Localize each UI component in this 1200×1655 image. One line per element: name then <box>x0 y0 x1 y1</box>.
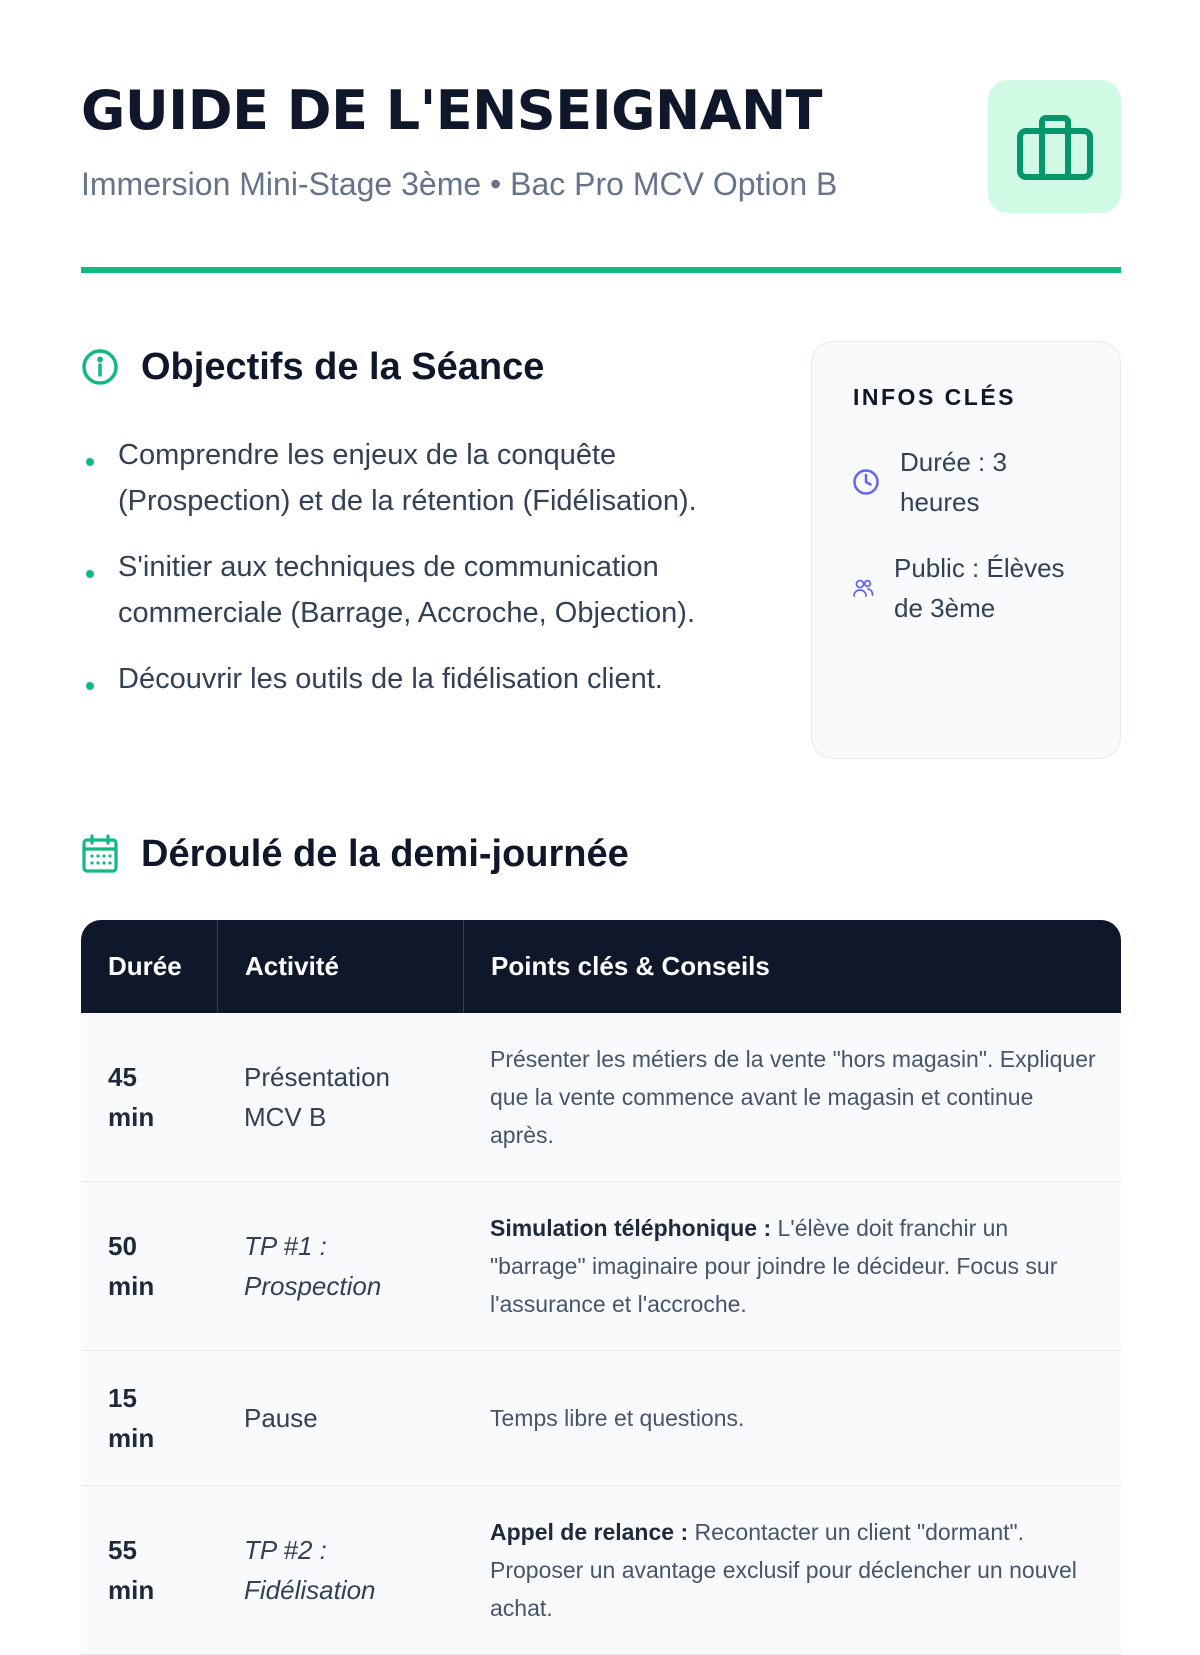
objective-item: Découvrir les outils de la fidélisation client. <box>81 656 781 702</box>
row-duration: 50 min <box>108 1231 155 1301</box>
schedule-table <box>81 920 1121 1655</box>
row-duration: 15 min <box>108 1383 155 1453</box>
row-points: Présenter les métiers de la vente "hors magasin". Expliquer que la vente commence avant le magasin et continue après. <box>490 1046 1096 1148</box>
objective-item: Comprendre les enjeux de la conquête (Prospection) et de la rétention (Fidélisation). <box>81 432 781 524</box>
clock-icon <box>852 468 880 496</box>
schedule-title: Déroulé de la demi-journée <box>141 832 629 875</box>
page-header <box>81 80 1121 215</box>
schedule-heading <box>81 830 629 878</box>
row-activity: Présentation MCV B <box>244 1062 390 1132</box>
calendar-icon <box>81 834 119 874</box>
duration-info <box>852 442 1040 522</box>
objectives-heading <box>81 343 544 391</box>
info-icon <box>81 348 119 386</box>
row-points: Simulation téléphonique : L'élève doit franchir un "barrage" imaginaire pour joindre le décideur. Focus sur l'assurance et l'accroche. <box>490 1215 1058 1317</box>
column-header-points: Points clés & Conseils <box>463 920 1121 1013</box>
column-header-duration: Durée <box>108 951 182 981</box>
header-badge <box>988 80 1121 213</box>
key-info-card <box>811 341 1121 759</box>
bullet-icon <box>86 570 94 578</box>
table-row <box>81 1486 1121 1655</box>
header-divider <box>81 267 1121 273</box>
audience-info <box>852 548 1094 628</box>
objectives-list <box>81 432 781 722</box>
row-activity: TP #1 : Prospection <box>244 1231 382 1301</box>
key-info-label: INFOS CLÉS <box>853 384 1017 410</box>
column-header-activity: Activité <box>217 920 463 1013</box>
objectives-title: Objectifs de la Séance <box>141 345 545 388</box>
row-points: Temps libre et questions. <box>490 1405 745 1431</box>
row-points: Appel de relance : Recontacter un client "dormant". Proposer un avantage exclusif pour déclencher un nouvel achat. <box>490 1519 1077 1621</box>
table-header <box>81 920 1121 1013</box>
audience-text: Public : Élèves de 3ème <box>894 553 1065 623</box>
row-duration: 45 min <box>108 1062 155 1132</box>
table-row <box>81 1013 1121 1182</box>
table-row <box>81 1351 1121 1486</box>
row-activity: TP #2 : Fidélisation <box>244 1535 376 1605</box>
bullet-icon <box>86 682 94 690</box>
row-activity: Pause <box>244 1403 318 1433</box>
bullet-icon <box>86 458 94 466</box>
duration-text: Durée : 3 heures <box>900 447 1007 517</box>
row-duration: 55 min <box>108 1535 155 1605</box>
page-title: GUIDE DE L'ENSEIGNANT <box>81 79 823 142</box>
page-subtitle: Immersion Mini-Stage 3ème • Bac Pro MCV Option B <box>81 166 838 202</box>
briefcase-icon <box>1017 114 1093 180</box>
objective-item: S'initier aux techniques de communication commerciale (Barrage, Accroche, Objection). <box>81 544 781 636</box>
users-icon <box>852 577 874 599</box>
table-row <box>81 1182 1121 1351</box>
